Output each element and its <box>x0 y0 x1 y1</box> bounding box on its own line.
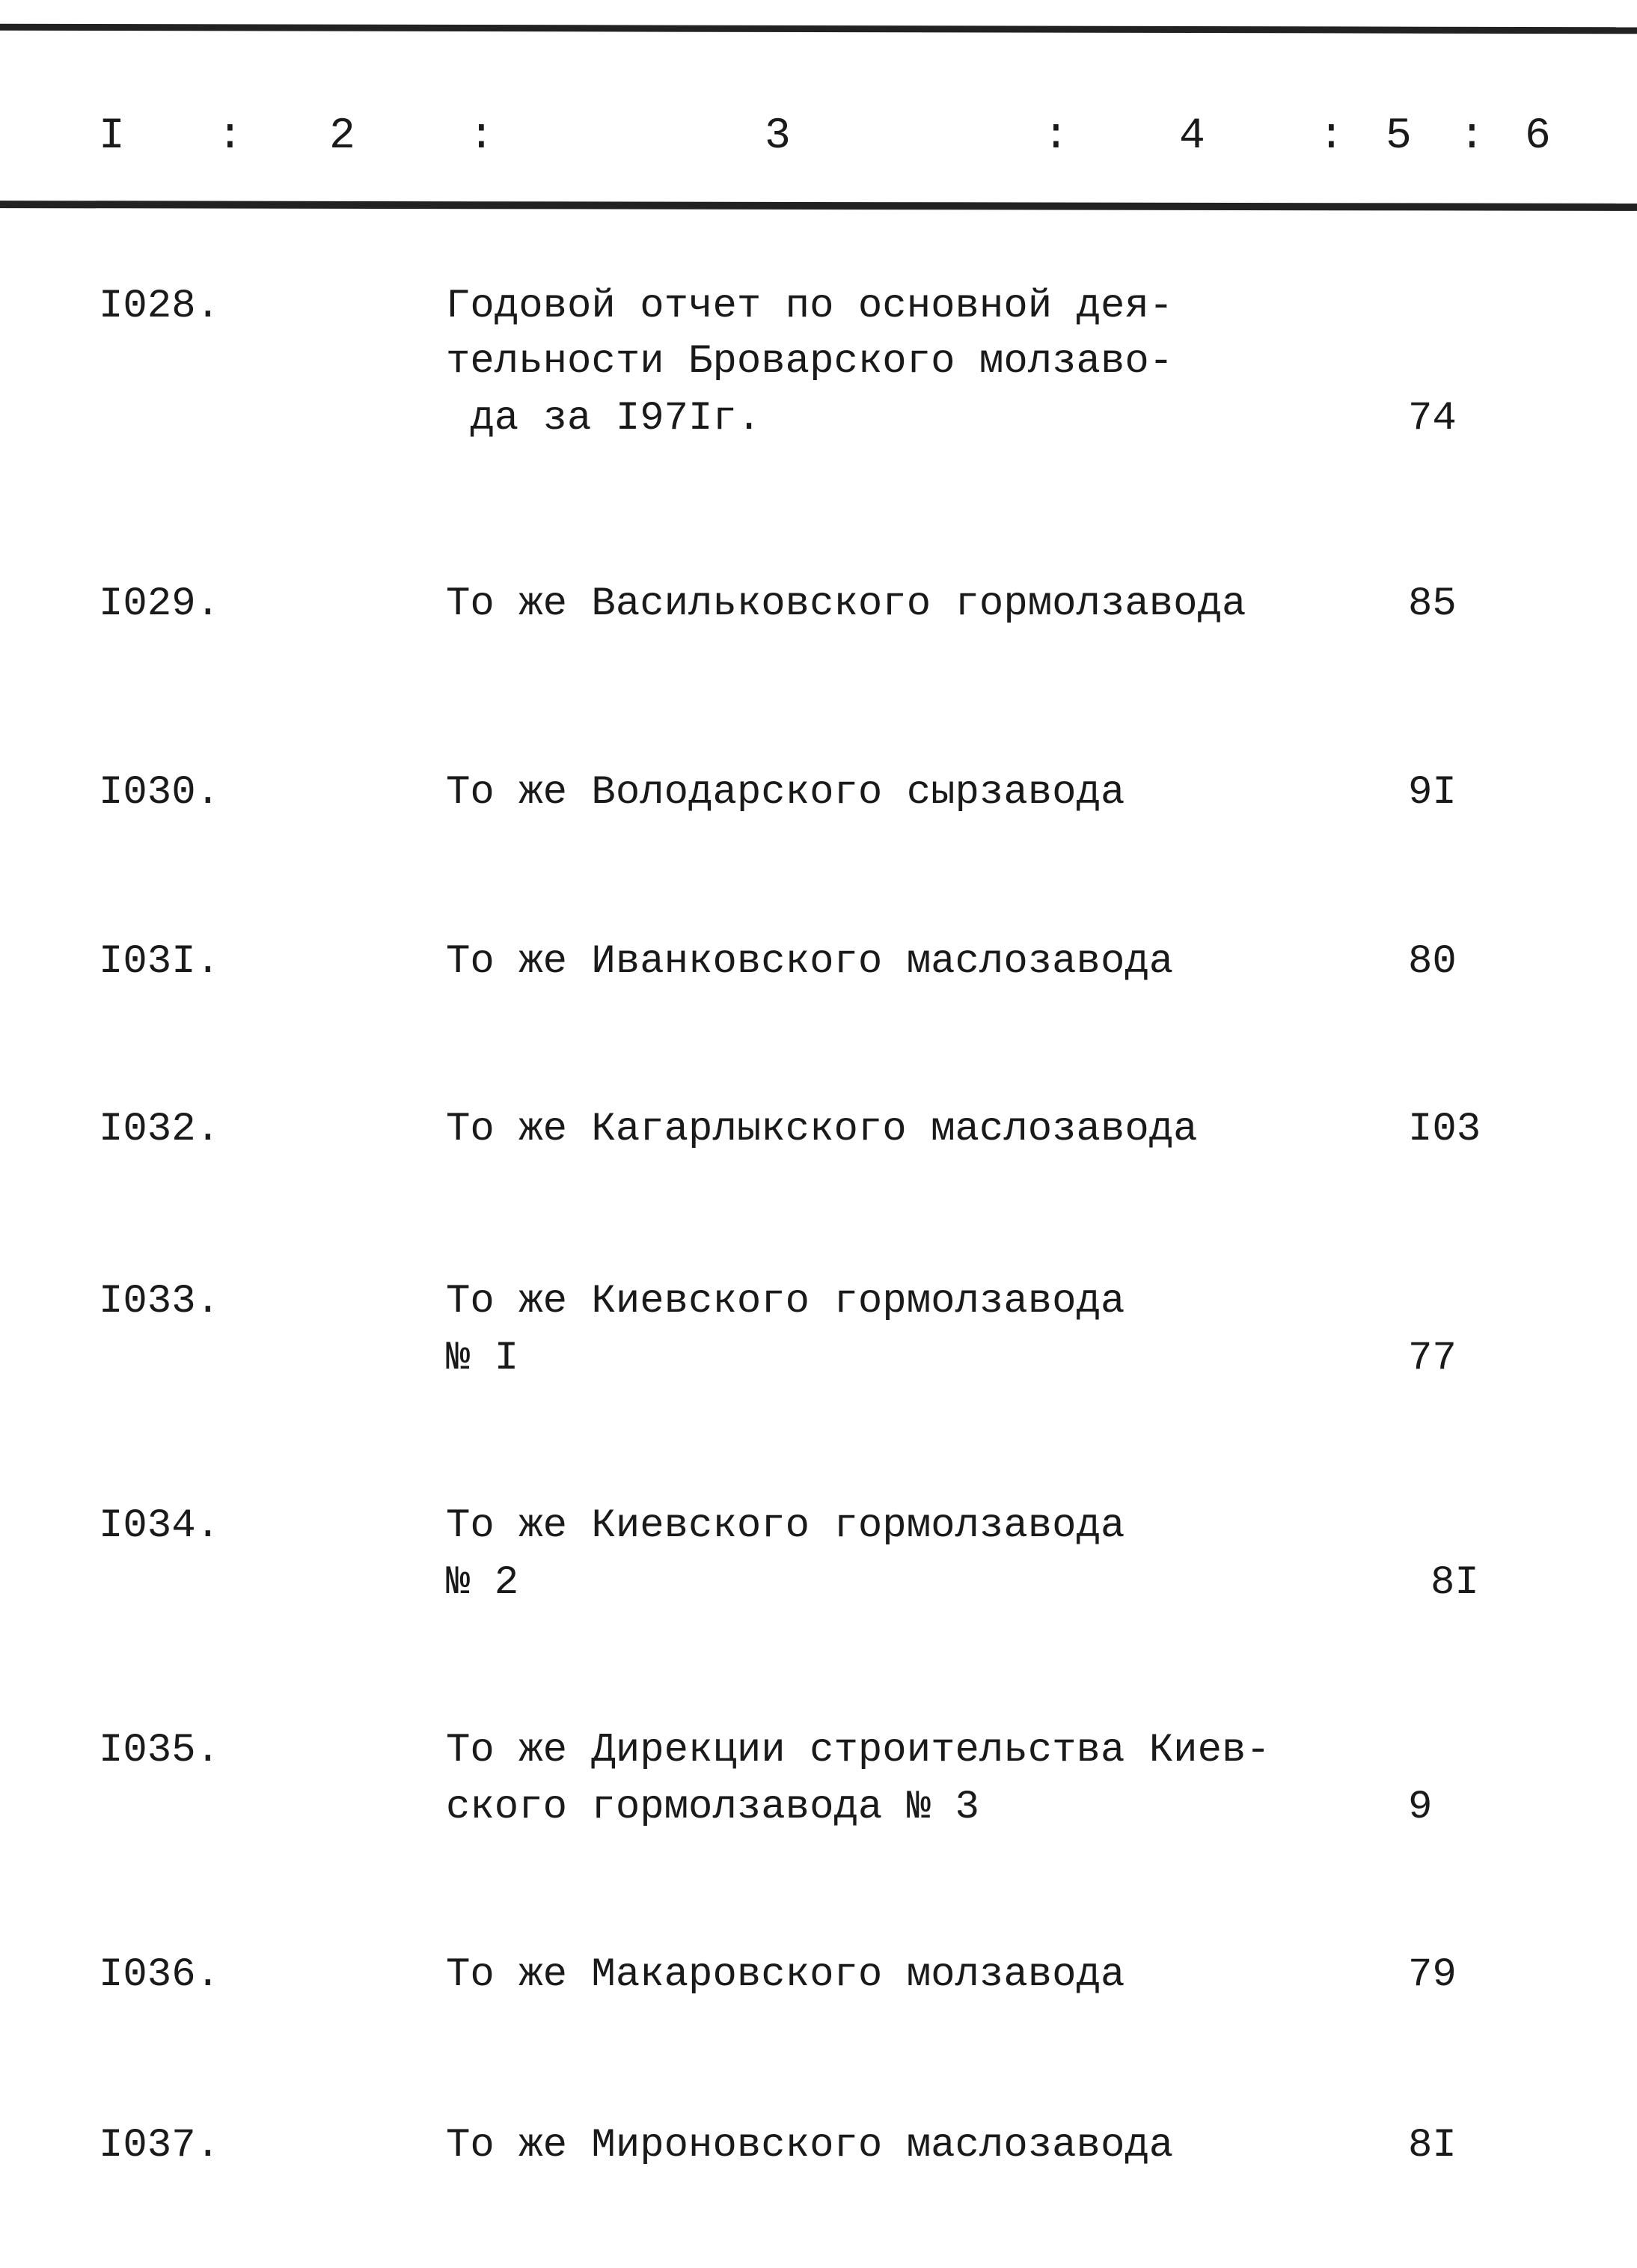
entry-sheet-count: 80 <box>1408 939 1457 985</box>
entry-sheet-count: 77 <box>1408 1336 1457 1381</box>
entry-title-line: тельности Броварского молзаво- <box>446 339 1174 385</box>
entry-title-line: То же Иванковского маслозавода <box>446 939 1174 985</box>
column-separator: : <box>1318 112 1344 161</box>
entry-number: I034. <box>99 1503 221 1549</box>
column-header-2: 2 <box>329 112 355 161</box>
header-bottom-rule <box>0 201 1637 211</box>
header-top-rule <box>0 24 1637 34</box>
entry-number: I030. <box>99 770 221 816</box>
entry-title-line: ского гормолзавода № 3 <box>446 1785 979 1830</box>
entry-number: I037. <box>99 2123 221 2168</box>
entry-number: I028. <box>99 284 221 329</box>
entry-title-line: То же Киевского гормолзавода <box>446 1503 1125 1549</box>
entry-number: I03I. <box>99 939 221 985</box>
entry-title-line: Годовой отчет по основной дея- <box>446 284 1174 329</box>
entry-number: I033. <box>99 1279 221 1324</box>
entry-number: I029. <box>99 581 221 627</box>
entry-title-line: То же Мироновского маслозавода <box>446 2123 1174 2168</box>
column-separator: : <box>217 112 243 161</box>
column-header-4: 4 <box>1179 112 1205 161</box>
entry-number: I032. <box>99 1107 221 1152</box>
column-header-3: 3 <box>765 112 791 161</box>
entry-number: I036. <box>99 1952 221 1998</box>
entry-sheet-count: 8I <box>1431 1560 1479 1606</box>
entry-title-line: То же Макаровского молзавода <box>446 1952 1125 1998</box>
entry-sheet-count: 9I <box>1408 770 1457 816</box>
entry-sheet-count: I03 <box>1408 1107 1481 1152</box>
entry-sheet-count: 8I <box>1408 2123 1457 2168</box>
entry-title-line: То же Кагарлыкского маслозавода <box>446 1107 1198 1152</box>
entry-title-line: № I <box>446 1336 519 1381</box>
entry-number: I035. <box>99 1728 221 1773</box>
column-separator: : <box>468 112 495 161</box>
column-header-5: 5 <box>1386 112 1412 161</box>
entry-title-line: То же Володарского сырзавода <box>446 770 1125 816</box>
column-header-6: 6 <box>1525 112 1551 161</box>
entry-title-line: № 2 <box>446 1560 519 1606</box>
entry-sheet-count: 74 <box>1408 396 1457 441</box>
entry-title-line: То же Киевского гормолзавода <box>446 1279 1125 1324</box>
entry-sheet-count: 9 <box>1408 1785 1433 1830</box>
column-header-1: I <box>99 112 125 161</box>
entry-sheet-count: 79 <box>1408 1952 1457 1998</box>
entry-title-line: да за I97Iг. <box>446 396 762 441</box>
column-separator: : <box>1043 112 1069 161</box>
entry-sheet-count: 85 <box>1408 581 1457 627</box>
column-separator: : <box>1459 112 1485 161</box>
entry-title-line: То же Дирекции строительства Киев- <box>446 1728 1270 1773</box>
entry-title-line: То же Васильковского гормолзавода <box>446 581 1246 627</box>
